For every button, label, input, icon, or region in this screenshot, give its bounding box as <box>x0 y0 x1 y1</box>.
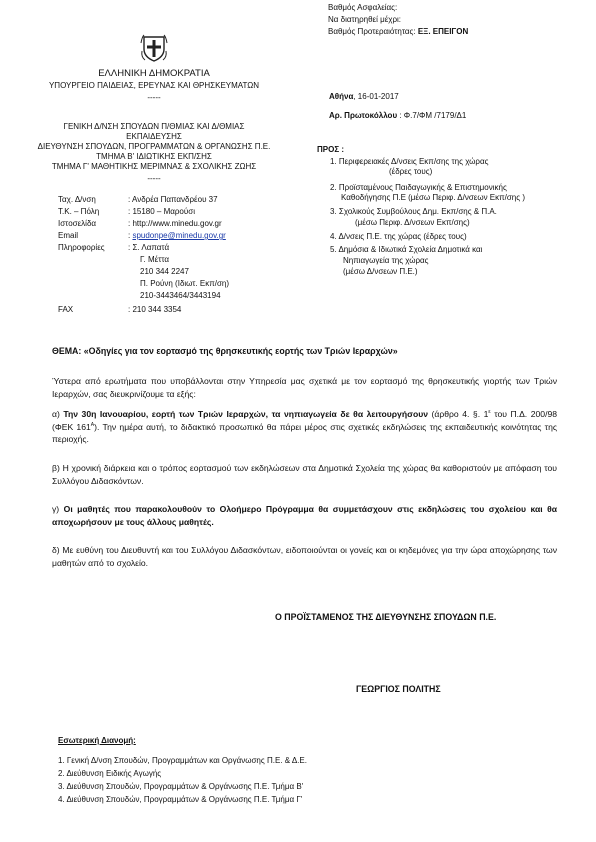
recipient-item: Καθοδήγησης Π.Ε (μέσω Περιφ. Δ/νσεων Εκπ/σης ) <box>341 193 525 202</box>
website-value[interactable]: : http://www.minedu.gov.gr <box>128 219 222 228</box>
priority-value: ΕΞ. ΕΠΕΙΓΟΝ <box>417 27 469 36</box>
greek-coat-of-arms-icon <box>140 33 168 63</box>
recipient-item: 5. Δημόσια & Ιδιωτικά Σχολεία Δημοτικά και <box>330 245 483 254</box>
subject-text: «Οδηγίες για τον εορτασμό της θρησκευτικής εορτής των Τριών Ιεραρχών» <box>81 346 398 356</box>
contact-extra: 210 344 2247 <box>140 267 189 276</box>
paragraph-c: γ) Οι μαθητές που παρακολουθούν το Ολοήμερο Πρόγραμμα θα συμμετάσχουν στις εκδηλώσεις του σχολείου και θα αποχωρήσουν με τους άλλους μαθητές. <box>52 504 558 527</box>
contact-label: Email <box>58 231 79 240</box>
directorate-line: ΕΚΠΑΙΔΕΥΣΗΣ <box>126 132 182 141</box>
distribution-item: 4. Διεύθυνση Σπουδών, Προγραμμάτων & Οργάνωσης Π.Ε. Τμήμα Γ' <box>58 795 303 804</box>
email-line: : spudonpe@minedu.gov.gr <box>128 231 226 240</box>
signature-title: Ο ΠΡΟΪΣΤΑΜΕΝΟΣ ΤΗΣ ΔΙΕΥΘΥΝΣΗΣ ΣΠΟΥΔΩΝ Π.Ε. <box>275 612 497 622</box>
paragraph-b: β) Η χρονική διάρκεια και ο τρόπος εορτασμού των εκδηλώσεων στα Δημοτικά Σχολεία της χώρας θα καθοριστούν με απόφαση του Συλλόγου Διδασκόντων. <box>52 463 557 486</box>
recipients-title: ΠΡΟΣ : <box>317 145 345 154</box>
header-separator: ----- <box>147 93 161 102</box>
recipient-item: 3. Σχολικούς Συμβούλους Δημ. Εκπ/σης & Π.Α. <box>330 207 497 216</box>
protocol-number: Αρ. Πρωτοκόλλου : Φ.7/ΦΜ /7179/Δ1 <box>329 111 467 120</box>
contact-label: Τ.Κ. – Πόλη <box>58 207 100 216</box>
contact-label: Πληροφορίες <box>58 243 105 252</box>
signature-name: ΓΕΩΡΓΙΟΣ ΠΟΛΙΤΗΣ <box>356 684 441 694</box>
header-separator: ----- <box>147 174 161 183</box>
contact-extra: Γ. Μέττα <box>140 255 170 264</box>
priority-label: Βαθμός Προτεραιότητας: <box>328 27 416 36</box>
contact-extra: 210-3443464/3443194 <box>140 291 221 300</box>
ministry-name: ΥΠΟΥΡΓΕΙΟ ΠΑΙΔΕΙΑΣ, ΕΡΕΥΝΑΣ ΚΑΙ ΘΡΗΣΚΕΥΜΑΤΩΝ <box>48 81 260 90</box>
distribution-item: 3. Διεύθυνση Σπουδών, Προγραμμάτων & Οργάνωσης Π.Ε. Τμήμα Β' <box>58 782 304 791</box>
fax-value: : 210 344 3354 <box>128 305 182 314</box>
contact-value: : Σ. Λαπατά <box>128 243 170 252</box>
subject-line <box>52 346 398 357</box>
paragraph-a: α) Την 30η Ιανουαρίου, εορτή των Τριών Ιεραρχών, τα νηπιαγωγεία δε θα λειτουργήσουν (άρθρο 4. §. $1^\varepsilon$ του Π.Δ. 200/98 (ΦΕΚ $161^A$). Την ημέρα αυτή, το διδακτικό προσωπικό θα πάρει μέρος στις σχετικές εκδηλώσεις της εκπαιδευτικής κοινότητας της περιοχής. <box>52 409 558 444</box>
recipient-item: 4. Δ/νσεις Π.Ε. της χώρας (έδρες τους) <box>330 232 467 241</box>
directorate-line: ΤΜΗΜΑ Β' ΙΔΙΩΤΙΚΗΣ ΕΚΠ/ΣΗΣ <box>96 152 212 161</box>
retention-period: Να διατηρηθεί μέχρι: <box>328 15 402 24</box>
recipient-item: 1. Περιφερειακές Δ/νσεις Εκπ/σης της χώρας <box>330 157 489 166</box>
intro-paragraph: Ύστερα από ερωτήματα που υποβάλλονται στην Υπηρεσία μας σχετικά με τον εορτασμό της θρησκευτικής γιορτής των Τριών Ιεραρχών, σας διευκρινίζουμε τα εξής: <box>52 376 557 399</box>
recipient-item: Νηπιαγωγεία της χώρας <box>343 256 429 265</box>
security-classification: Βαθμός Ασφαλείας: <box>328 3 398 12</box>
contact-extra: Π. Ρούνη (Ιδιωτ. Εκπ/ση) <box>140 279 230 288</box>
directorate-line: ΓΕΝΙΚΗ Δ/ΝΣΗ ΣΠΟΥΔΩΝ Π/ΘΜΙΑΣ ΚΑΙ Δ/ΘΜΙΑΣ <box>63 122 245 131</box>
country-name: ΕΛΛΗΝΙΚΗ ΔΗΜΟΚΡΑΤΙΑ <box>98 68 210 79</box>
subject-label: ΘΕΜΑ: <box>52 346 82 356</box>
recipient-item: (μέσω Δ/νσεων Π.Ε.) <box>343 267 418 276</box>
distribution-title: Εσωτερική Διανομή: <box>58 736 136 745</box>
distribution-item: 1. Γενική Δ/νση Σπουδών, Προγραμμάτων και Οργάνωσης Π.Ε. & Δ.Ε. <box>58 756 307 765</box>
recipient-item: (έδρες τους) <box>389 167 433 176</box>
email-link[interactable]: spudonpe@minedu.gov.gr <box>132 231 226 240</box>
directorate-line: ΔΙΕΥΘΥΝΣΗ ΣΠΟΥΔΩΝ, ΠΡΟΓΡΑΜΜΑΤΩΝ & ΟΡΓΑΝΩΣΗΣ Π.Ε. <box>37 142 271 151</box>
distribution-item: 2. Διεύθυνση Ειδικής Αγωγής <box>58 769 162 778</box>
directorate-line: ΤΜΗΜΑ Γ' ΜΑΘΗΤΙΚΗΣ ΜΕΡΙΜΝΑΣ & ΣΧΟΛΙΚΗΣ ΖΩΗΣ <box>51 162 257 171</box>
recipient-item: 2. Προϊσταμένους Παιδαγωγικής & Επιστημονικής <box>330 183 507 192</box>
contact-value: : 15180 – Μαρούσι <box>128 207 195 216</box>
contact-label: Ταχ. Δ/νση <box>58 195 96 204</box>
contact-label: Ιστοσελίδα <box>58 219 97 228</box>
contact-value: : Ανδρέα Παπανδρέου 37 <box>128 195 218 204</box>
document-date: Αθήνα, 16-01-2017 <box>329 92 399 101</box>
paragraph-d: δ) Με ευθύνη του Διευθυντή και του Συλλόγου Διδασκόντων, ειδοποιούνται οι γονείς και οι κηδεμόνες για την ώρα αποχώρησης των μαθητών από το σχολείο. <box>52 545 557 568</box>
priority-line <box>328 27 468 37</box>
recipient-item: (μέσω Περιφ. Δ/νσεων Εκπ/σης) <box>355 218 470 227</box>
fax-label: FAX <box>58 305 74 314</box>
